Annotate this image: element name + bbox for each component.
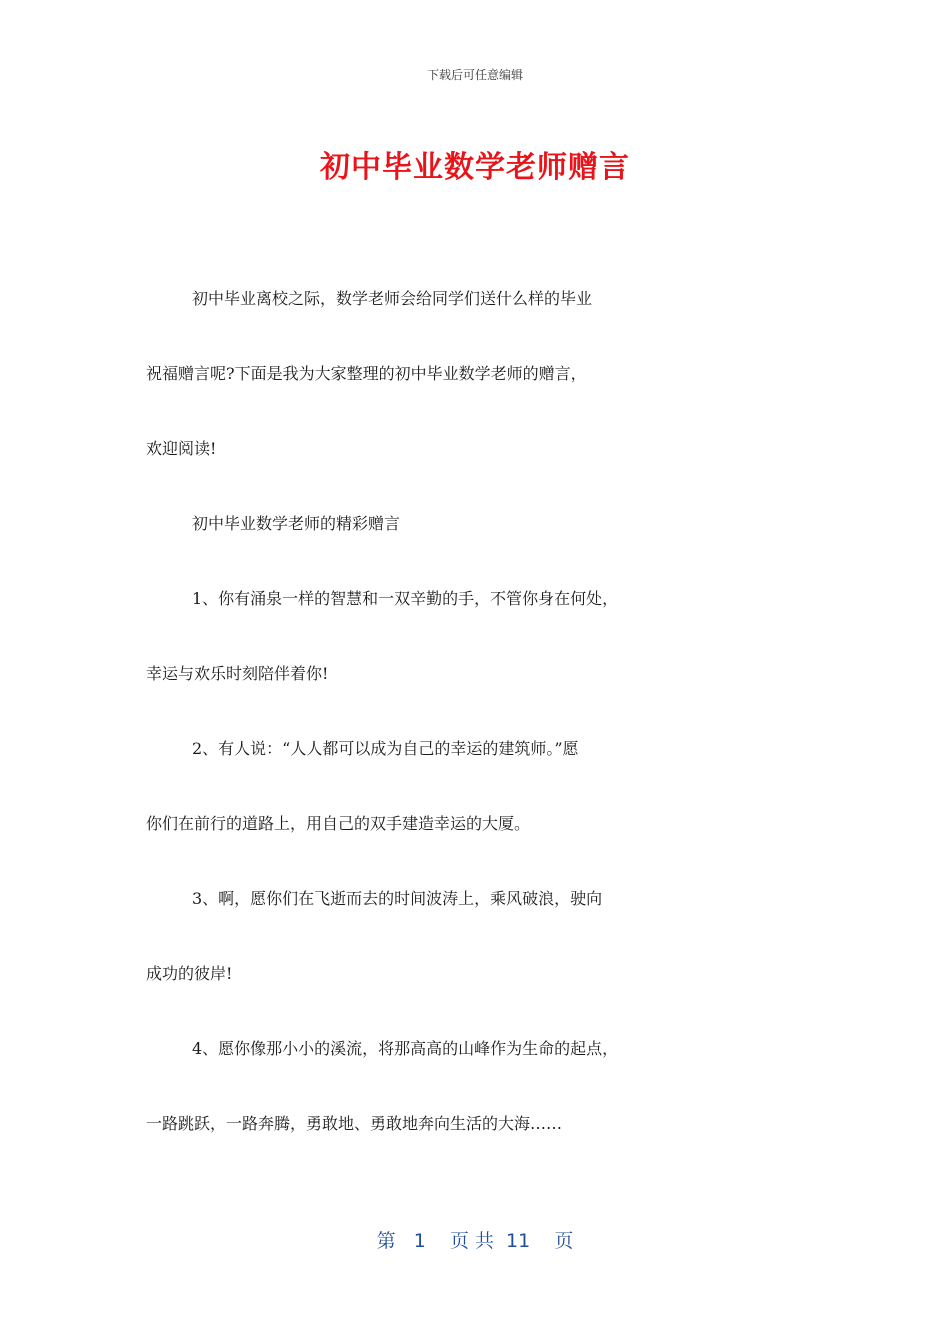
body-line: 祝福赠言呢?下面是我为大家整理的初中毕业数学老师的赠言，: [146, 364, 587, 383]
document-body: [146, 275, 816, 1175]
body-line: 4、愿你像那小小的溪流，将那高高的山峰作为生命的起点，: [192, 1039, 619, 1058]
body-line: 初中毕业离校之际，数学老师会给同学们送什么样的毕业: [192, 289, 593, 308]
section-heading: 初中毕业数学老师的精彩赠言: [192, 514, 401, 533]
page-number-footer: 第 1 页 共 11 页: [376, 1230, 574, 1252]
body-line: 成功的彼岸!: [146, 964, 233, 983]
body-line: 欢迎阅读!: [146, 439, 217, 458]
header-note: 下载后可任意编辑: [426, 68, 523, 82]
document-title: 初中毕业数学老师赠言: [320, 150, 630, 185]
body-line: 3、啊，愿你们在飞逝而去的时间波涛上，乘风破浪，驶向: [192, 889, 603, 908]
body-line: 2、有人说：“人人都可以成为自己的幸运的建筑师。”愿: [192, 739, 579, 758]
body-line: 1、你有涌泉一样的智慧和一双辛勤的手，不管你身在何处，: [192, 589, 619, 608]
body-line: 你们在前行的道路上，用自己的双手建造幸运的大厦。: [146, 814, 531, 833]
body-line: 幸运与欢乐时刻陪伴着你!: [146, 664, 329, 683]
body-line: 一路跳跃，一路奔腾，勇敢地、勇敢地奔向生活的大海……: [146, 1114, 563, 1133]
